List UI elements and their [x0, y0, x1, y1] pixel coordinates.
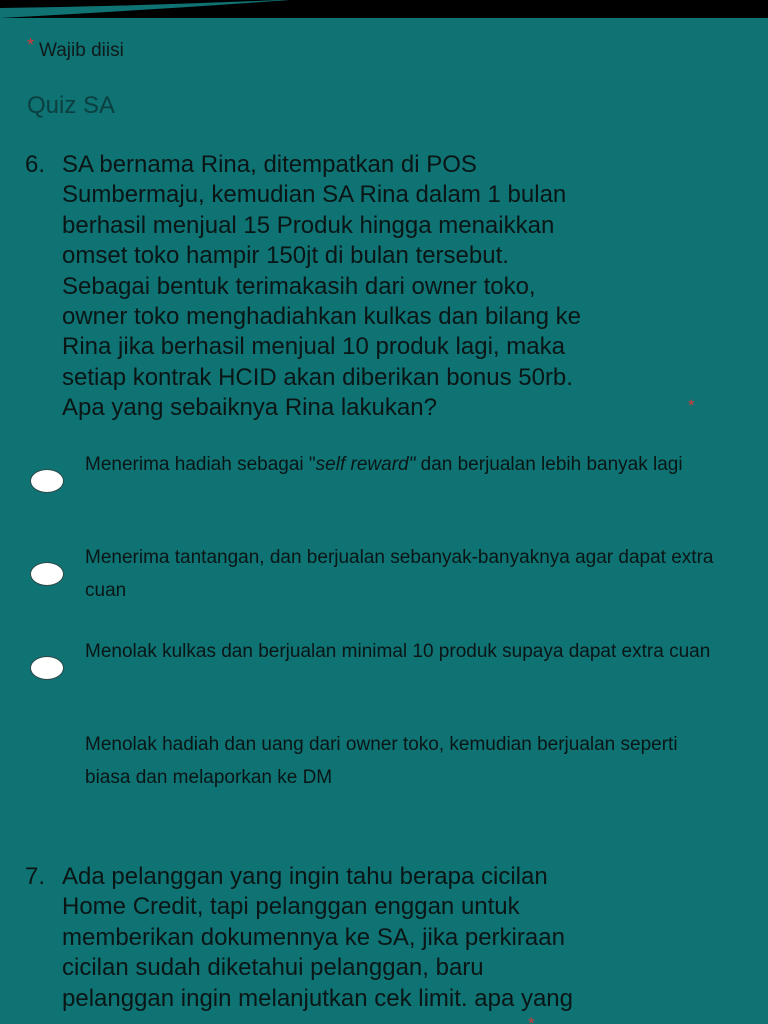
answer-option-label: Menolak hadiah dan uang dari owner toko, kemudian berjualan seperti biasa dan melaporkan ke DM — [85, 734, 678, 788]
question-text: Ada pelanggan yang ingin tahu berapa cicilan Home Credit, tapi pelanggan enggan untuk memberikan dokumennya ke SA, jika perkiraan cicilan sudah diketahui pelanggan, baru pelanggan ingin melanjutkan cek limit. apa yang — [62, 863, 573, 1012]
answer-option[interactable] — [0, 448, 768, 518]
top-bar — [0, 0, 768, 18]
answer-option-label: Menerima hadiah sebagai "self reward" dan berjualan lebih banyak lagi — [85, 454, 683, 475]
question-number: 7. — [25, 863, 46, 890]
required-star: * — [688, 396, 695, 415]
answer-option-label: Menolak kulkas dan berjualan minimal 10 produk supaya dapat extra cuan — [85, 641, 711, 662]
header-swoosh-decoration — [0, 0, 290, 18]
answer-option[interactable] — [0, 635, 768, 705]
answer-option-label: Menerima tantangan, dan berjualan sebanyak-banyaknya agar dapat extra cuan — [85, 547, 714, 601]
question-number: 6. — [25, 151, 46, 178]
answer-option[interactable] — [0, 728, 768, 798]
required-note — [27, 35, 124, 62]
radio-button[interactable] — [30, 562, 64, 586]
required-note-text: Wajib diisi — [39, 40, 124, 61]
question-6 — [25, 150, 745, 424]
question-text: SA bernama Rina, ditempatkan di POS Sumbermaju, kemudian SA Rina dalam 1 bulan berhasil menjual 15 Produk hingga menaikkan omset toko hampir 150jt di bulan tersebut. Sebagai bentuk terimakasih dari owner toko, owner toko menghadiahkan kulkas dan bilang ke Rina jika berhasil menjual 10 produk lagi, maka setiap kontrak HCID akan diberikan bonus 50rb. Apa yang sebaiknya Rina lakukan? — [62, 151, 582, 422]
section-title: Quiz SA — [27, 92, 116, 119]
radio-button[interactable] — [30, 469, 64, 493]
required-star: * — [528, 1014, 535, 1024]
question-7 — [25, 862, 745, 1014]
required-asterisk: * — [27, 35, 35, 55]
radio-button[interactable] — [30, 656, 64, 680]
answer-option[interactable] — [0, 541, 768, 611]
